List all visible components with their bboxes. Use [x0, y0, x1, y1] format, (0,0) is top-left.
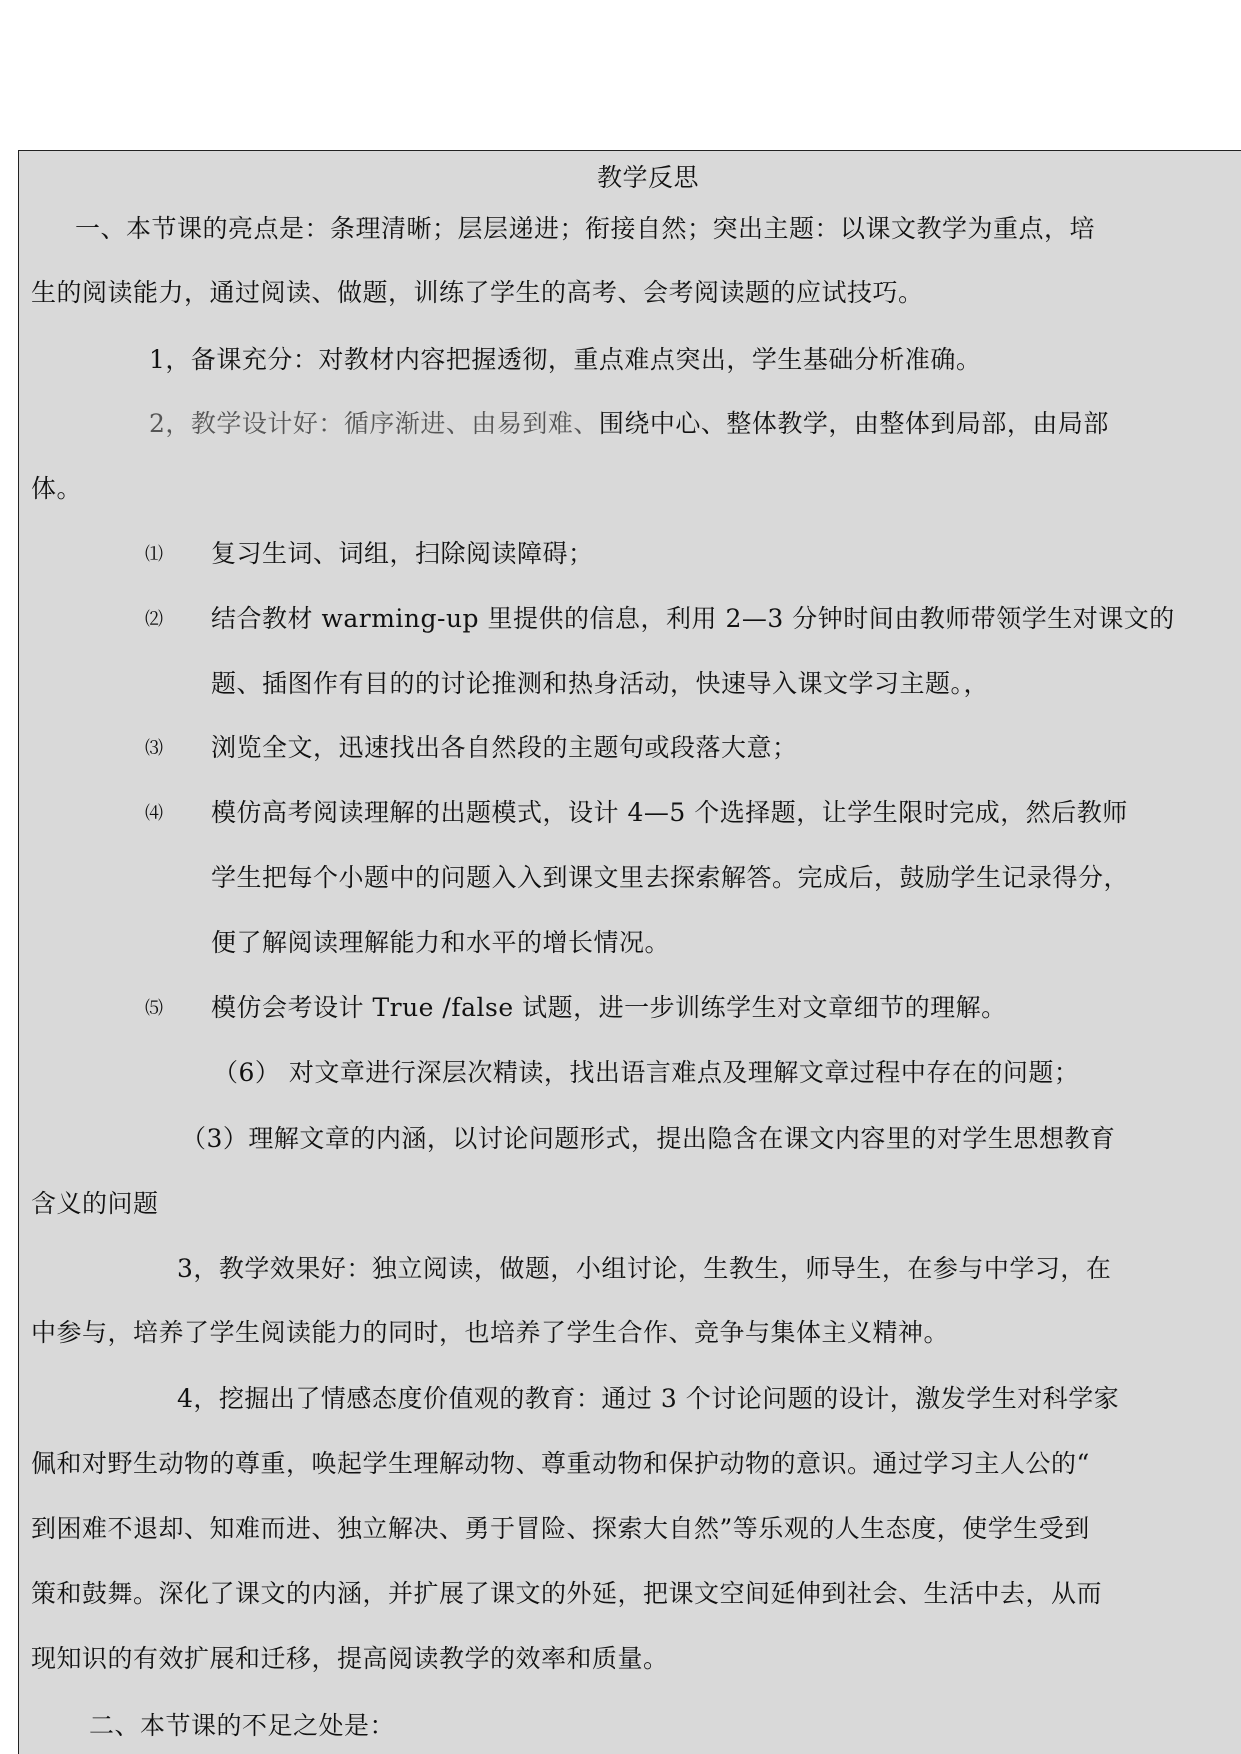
paragraph-line: 佩和对野生动物的尊重，唤起学生理解动物、尊重动物和保护动物的意识。通过学习主人公的“	[31, 1449, 1090, 1478]
list-item: （6） 对文章进行深层次精读，找出语言难点及理解文章过程中存在的问题；	[213, 1058, 1080, 1087]
list-item: 模仿高考阅读理解的出题模式，设计 4—5 个选择题，让学生限时完成，然后教师	[211, 798, 1128, 827]
paragraph-line: 策和鼓舞。深化了课文的内涵，并扩展了课文的外延，把课文空间延伸到社会、生活中去，从而	[31, 1579, 1103, 1608]
list-number: ⑷	[145, 803, 163, 824]
paragraph-line: （3）理解文章的内涵，以讨论问题形式，提出隐含在课文内容里的对学生思想教育	[181, 1124, 1116, 1153]
paragraph-line: 含义的问题	[31, 1189, 159, 1218]
paragraph-line: 生的阅读能力，通过阅读、做题，训练了学生的高考、会考阅读题的应试技巧。	[31, 278, 924, 307]
paragraph-line: 现知识的有效扩展和迁移，提高阅读教学的效率和质量。	[31, 1644, 669, 1673]
section-heading: 二、本节课的不足之处是：	[89, 1711, 396, 1740]
paragraph-line	[149, 409, 1109, 439]
list-item: 浏览全文，迅速找出各自然段的主题句或段落大意；	[211, 733, 798, 762]
list-item: 学生把每个小题中的问题入入到课文里去探索解答。完成后，鼓励学生记录得分，	[211, 863, 1130, 892]
list-number: ⑶	[145, 738, 163, 759]
paragraph-span: 围绕中心、整体教学，由整体到局部，由局部	[598, 409, 1109, 438]
paragraph-line: 3，教学效果好：独立阅读，做题，小组讨论，生教生，师导生，在参与中学习，在	[177, 1254, 1112, 1283]
page-title: 教学反思	[597, 163, 700, 192]
list-item: 便了解阅读理解能力和水平的增长情况。	[211, 928, 671, 957]
list-item: 结合教材 warming-up 里提供的信息，利用 2—3 分钟时间由教师带领学生对课文的	[211, 604, 1175, 633]
list-item: 模仿会考设计 True /false 试题，进一步训练学生对文章细节的理解。	[211, 993, 1007, 1022]
paragraph-line: 1，备课充分：对教材内容把握透彻，重点难点突出，学生基础分析准确。	[149, 345, 982, 374]
list-number: ⑸	[145, 998, 163, 1019]
list-number: ⑵	[145, 609, 163, 630]
list-item: 复习生词、词组，扫除阅读障碍；	[211, 539, 594, 568]
document-body	[18, 150, 1241, 1754]
paragraph-line: 到困难不退却、知难而进、独立解决、勇于冒险、探索大自然”等乐观的人生态度，使学生受到	[31, 1514, 1090, 1543]
list-item: 题、插图作有目的的讨论推测和热身活动，快速导入课文学习主题。，	[211, 669, 990, 698]
list-number: ⑴	[145, 544, 163, 565]
paragraph-line: 一、本节课的亮点是：条理清晰；层层递进；衔接自然；突出主题：以课文教学为重点，培	[75, 214, 1096, 243]
paragraph-line: 体。	[31, 474, 83, 503]
paragraph-line: 中参与，培养了学生阅读能力的同时，也培养了学生合作、竞争与集体主义精神。	[31, 1318, 950, 1347]
paragraph-line: 4，挖掘出了情感态度价值观的教育：通过 3 个讨论问题的设计，激发学生对科学家	[177, 1384, 1120, 1413]
paragraph-span-gray: 2，教学设计好：循序渐进、由易到难、	[149, 409, 599, 438]
